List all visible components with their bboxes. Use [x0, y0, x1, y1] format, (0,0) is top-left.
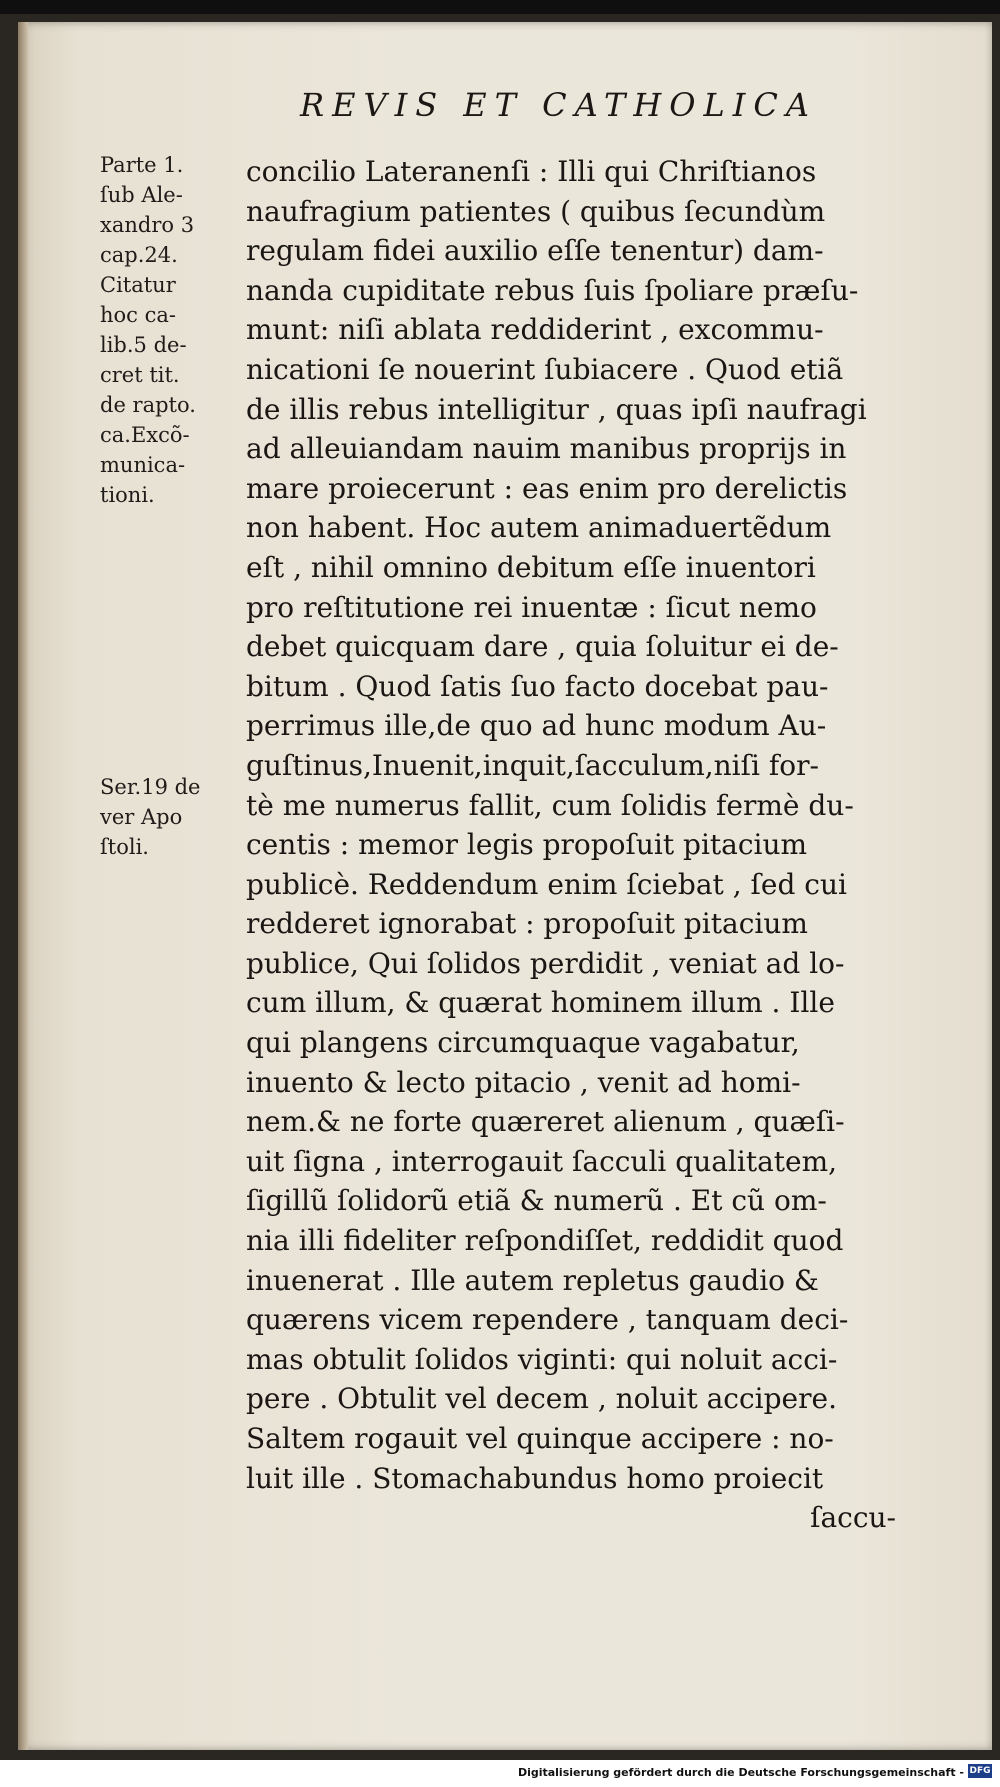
margin-note-line: Ser.19 de — [100, 775, 201, 799]
margin-note-line: tioni. — [100, 483, 155, 507]
margin-note-line: cap.24. — [100, 243, 178, 267]
text-line: perrimus ille,de quo ad hunc modum Au- — [246, 709, 827, 743]
text-line: nicationi ſe nouerint ſubiacere . Quod etiã — [246, 352, 844, 386]
text-line: naufragium patientes ( quibus ſecundùm — [246, 194, 826, 228]
text-line: tè me numerus fallit, cum ſolidis fermè du- — [246, 788, 854, 822]
text-line: nia illi fideliter reſpondiſſet, reddidit quod — [246, 1224, 844, 1258]
text-line: inuenerat . Ille autem repletus gaudio & — [246, 1263, 819, 1297]
margin-note-line: ver Apo — [100, 805, 183, 829]
text-line: nem.& ne forte quæreret alienum , quæſi- — [246, 1105, 845, 1139]
text-line: concilio Lateranenſi : Illi qui Chriſtianos — [246, 155, 817, 188]
margin-note-2 — [100, 772, 212, 862]
catchword: ſaccu- — [810, 1501, 896, 1535]
margin-note-line: munica- — [100, 453, 186, 477]
margin-note-line: hoc ca- — [100, 303, 176, 327]
text-line: munt: niſi ablata reddiderint , excommu- — [246, 313, 824, 347]
text-line: publicè. Reddendum enim ſciebat , ſed cui — [246, 867, 847, 901]
margin-note-line: lib.5 de- — [100, 333, 187, 357]
text-line: nanda cupiditate rebus ſuis ſpoliare præſu- — [246, 273, 859, 307]
text-line: quærens vicem rependere , tanquam deci- — [246, 1303, 849, 1337]
body-text — [246, 152, 896, 1538]
text-line: luit ille . Stomachabundus homo proiecit — [246, 1461, 824, 1495]
margin-note-line: de rapto. — [100, 393, 196, 417]
text-line: inuento & lecto pitacio , venit ad homi- — [246, 1065, 801, 1099]
text-line: mare proiecerunt : eas enim pro derelictis — [246, 471, 848, 505]
text-line: mas obtulit ſolidos viginti: qui noluit acci- — [246, 1342, 838, 1376]
page-gutter-edge — [18, 22, 28, 1750]
text-line: de illis rebus intelligitur , quas ipſi naufragi — [246, 392, 867, 426]
text-line: publice, Qui ſolidos perdidit , veniat ad lo- — [246, 946, 845, 980]
margin-note-1 — [100, 150, 212, 510]
text-line: ſigillũ ſolidorũ etiã & numerũ . Et cũ om- — [246, 1184, 827, 1218]
margin-note-line: Parte 1. — [100, 153, 184, 177]
digitization-credit: Digitalisierung gefördert durch die Deutsche Forschungsgemeinschaft - — [517, 1766, 964, 1779]
text-line: bitum . Quod ſatis ſuo facto docebat pau- — [246, 669, 829, 703]
text-line: regulam fidei auxilio eſſe tenentur) dam- — [246, 234, 824, 268]
text-line: pro reſtitutione rei inuentæ : ſicut nemo — [246, 590, 817, 624]
text-line: eſt , nihil omnino debitum eſſe inuentori — [246, 550, 816, 584]
margin-note-line: Citatur — [100, 273, 176, 297]
margin-note-line: ca.Excõ- — [100, 423, 190, 447]
dfg-logo: DFG — [969, 1766, 991, 1776]
margin-note-line: ſub Ale- — [100, 183, 183, 207]
margin-note-line: xandro 3 — [100, 213, 195, 237]
top-scan-border — [0, 0, 1000, 14]
text-line: debet quicquam dare , quia ſoluitur ei de- — [246, 630, 839, 664]
text-line: non habent. Hoc autem animaduertẽdum — [246, 511, 832, 545]
text-line: uit ſigna , interrogauit ſacculi qualitatem, — [246, 1144, 838, 1178]
text-line: redderet ignorabat : propoſuit pitacium — [246, 907, 808, 941]
text-line: cum illum, & quærat hominem illum . Ille — [246, 986, 835, 1020]
text-line: Saltem rogauit vel quinque accipere : no- — [246, 1422, 834, 1455]
text-line: centis : memor legis propoſuit pitacium — [246, 828, 808, 862]
margin-note-line: cret tit. — [100, 363, 180, 387]
running-head: REVIS ET CATHOLICA — [300, 86, 817, 124]
text-line: pere . Obtulit vel decem , noluit accipere. — [246, 1382, 837, 1416]
text-line: ad alleuiandam nauim manibus proprijs in — [246, 432, 847, 466]
text-line: qui plangens circumquaque vagabatur, — [246, 1026, 800, 1060]
text-line: guſtinus,Inuenit,inquit,ſacculum,niſi for- — [246, 748, 819, 782]
margin-note-line: ſtoli. — [100, 835, 149, 859]
